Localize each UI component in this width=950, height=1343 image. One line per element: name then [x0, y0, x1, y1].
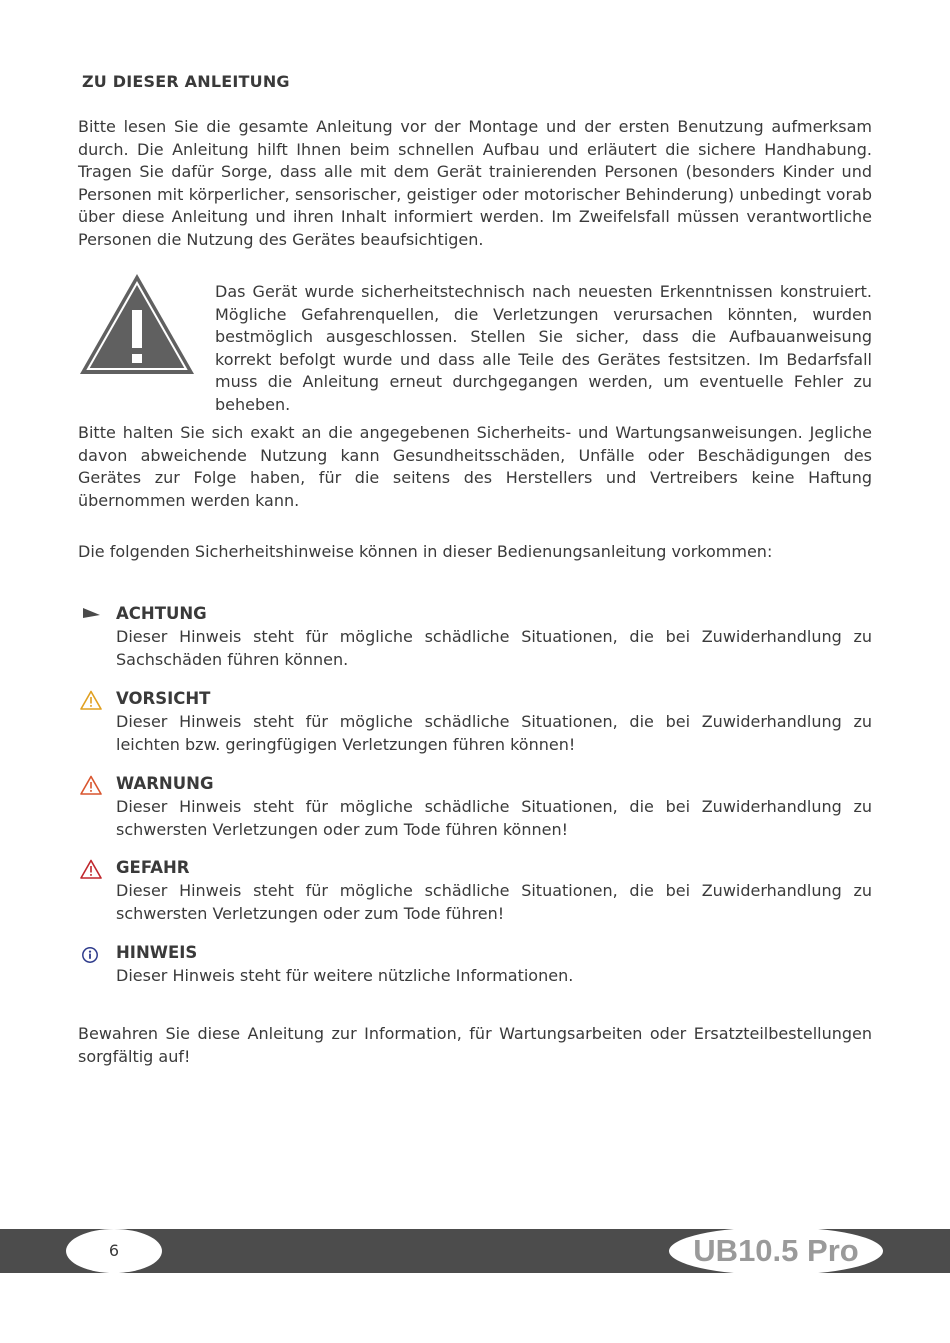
- hints-intro: Die folgenden Sicherheitshinweise können in dieser Bedienungsanleitung vorkommen:: [78, 542, 773, 561]
- warning-block-text: Das Gerät wurde sicherheitstechnisch nach neuesten Erkenntnissen konstruiert. Mögliche Gefahrenquellen, die Verletzungen verursachen könnten, wurden bestmöglich ausgeschlossen. Stellen Sie sicher, dass die Aufbauanweisung korrekt befolgt wurde und dass alle Teile des Gerätes festsitzen. Im Bedarfsfall muss die Anleitung erneut durchgegangen werden, um eventuelle Fehler zu beheben.: [215, 282, 872, 414]
- pointer-arrow-icon: [80, 605, 102, 625]
- page-number: 6: [108, 1241, 120, 1260]
- info-icon: [80, 944, 102, 964]
- compliance-paragraph: Bitte halten Sie sich exakt an die angegebenen Sicherheits- und Wartungsanweisungen. Jegliche davon abweichende Nutzung kann Gesundheitsschäden, Unfälle oder Beschädigungen des Gerätes zur Folge haben, für die seitens des Herstellers und Vertreibers keine Haftung übernommen werden kann.: [78, 423, 872, 510]
- model-name: UB10.5 Pro: [693, 1233, 859, 1268]
- hint-text: Dieser Hinweis steht für mögliche schädliche Situationen, die bei Zuwiderhandlung zu Sachschäden führen können.: [116, 627, 872, 669]
- danger-triangle-icon: [80, 859, 102, 879]
- hint-title: ACHTUNG: [116, 604, 207, 623]
- closing-paragraph: Bewahren Sie diese Anleitung zur Information, für Wartungsarbeiten oder Ersatzteilbestellungen sorgfältig auf!: [78, 1024, 872, 1066]
- hint-title: GEFAHR: [116, 858, 190, 877]
- hint-title: HINWEIS: [116, 943, 198, 962]
- page-heading: ZU DIESER ANLEITUNG: [82, 72, 290, 91]
- hint-title: VORSICHT: [116, 689, 211, 708]
- warning-triangle-icon: [78, 272, 196, 376]
- hint-title: WARNUNG: [116, 774, 214, 793]
- warning-triangle-icon: [80, 775, 102, 795]
- intro-paragraph: Bitte lesen Sie die gesamte Anleitung vor der Montage und der ersten Benutzung aufmerksam durch. Die Anleitung hilft Ihnen beim schnellen Aufbau und erläutert die sichere Handhabung. Tragen Sie dafür Sorge, dass alle mit dem Gerät trainierenden Personen (besonders Kinder und Personen mit körperlicher, sensorischer, geistiger oder motorischer Behinderung) unbedingt vorab über diese Anleitung und ihren Inhalt informiert werden. Im Zweifelsfall müssen verantwortliche Personen die Nutzung des Gerätes beaufsichtigen.: [78, 117, 872, 249]
- hint-text: Dieser Hinweis steht für weitere nützliche Informationen.: [116, 966, 574, 985]
- safety-warning-block: [78, 272, 872, 414]
- hint-text: Dieser Hinweis steht für mögliche schädliche Situationen, die bei Zuwiderhandlung zu leichten bzw. geringfügigen Verletzungen führen können!: [116, 712, 872, 754]
- caution-triangle-icon: [80, 690, 102, 710]
- hint-text: Dieser Hinweis steht für mögliche schädliche Situationen, die bei Zuwiderhandlung zu schwersten Verletzungen oder zum Tode führen!: [116, 881, 872, 923]
- hint-text: Dieser Hinweis steht für mögliche schädliche Situationen, die bei Zuwiderhandlung zu schwersten Verletzungen oder zum Tode führen können!: [116, 797, 872, 839]
